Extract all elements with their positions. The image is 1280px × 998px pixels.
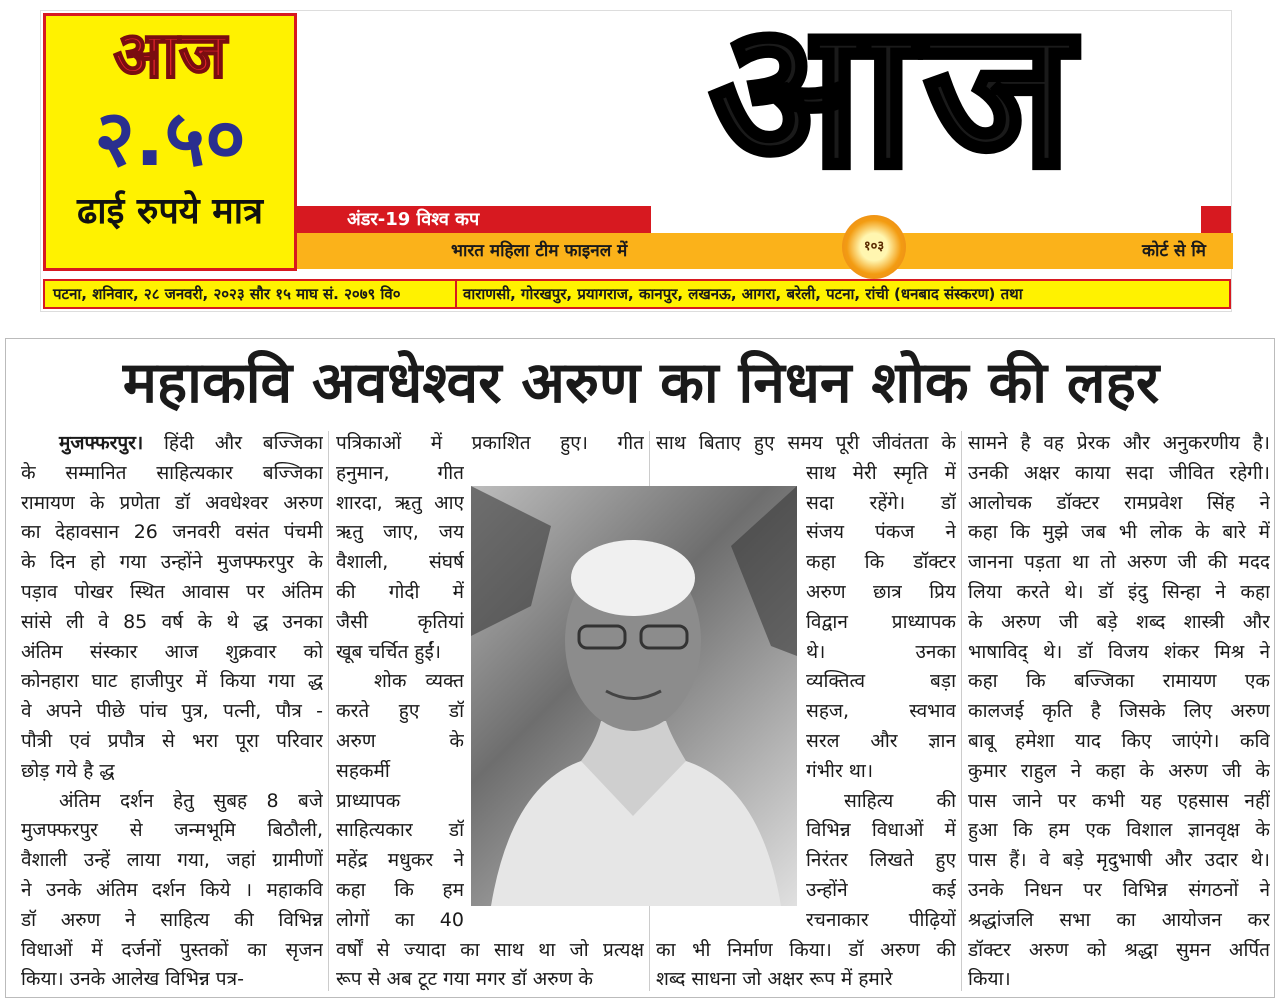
article-text-line: उनके निधन पर विभिन्न संगठनों ने — [968, 878, 1270, 901]
article-text-line: ऋतु जाए, जय — [336, 521, 464, 544]
article-text-line: ने उनके अंतिम दर्शन किये । महाकवि — [21, 878, 323, 901]
article-text-line: के अरुण जी बड़े शब्द शास्त्री और — [968, 610, 1270, 633]
article-text-line: विभिन्न विधाओं में — [806, 819, 956, 842]
article-text-line: विद्वान प्राध्यापक — [806, 610, 956, 633]
article-text-line: संजय पंकज ने — [806, 521, 956, 544]
article-text-line: किया। — [968, 968, 1011, 991]
anniversary-badge-icon: १०३ — [842, 215, 906, 279]
article-text-line: वर्षों से ज्यादा का साथ था जो प्रत्यक्ष — [336, 938, 644, 961]
article-text-line: सहज, स्वभाव — [806, 700, 956, 723]
article-text-line: उनकी अक्षर काया सदा जीवित रहेगी। — [968, 461, 1270, 484]
article-text-line: अरुण छात्र प्रिय — [806, 580, 956, 603]
article-text-line: अंतिम दर्शन हेतु सुबह 8 बजे — [59, 789, 323, 812]
article-text-line: प्राध्यापक — [336, 789, 401, 812]
article-text-line: करते हुए डॉ — [336, 700, 464, 723]
article-text-line: वे अपने पीछे पांच पुत्र, पत्नी, पौत्र - — [21, 700, 323, 723]
article-text-line: के दिन हो गया उन्होंने मुजफ्फरपुर के — [21, 551, 323, 574]
article-text-line: वैशाली उन्हें लाया गया, जहां ग्रामीणों — [21, 849, 323, 872]
article-text-line: जानना पड़ता था तो अरुण जी की मदद — [968, 551, 1270, 574]
article-text-line: व्यक्तित्व बड़ा — [806, 670, 956, 693]
article-text-line: मुजफ्फरपुर से जन्मभूमि बिठौली, — [21, 819, 323, 842]
article-text-line: का देहावसान 26 जनवरी वसंत पंचमी — [21, 521, 323, 544]
article-text-line: साथ मेरी स्मृति में — [806, 461, 956, 484]
article-text-line: वैशाली, संघर्ष — [336, 551, 464, 574]
article-text-line: पड़ाव पोखर स्थित आवास पर अंतिम — [21, 580, 323, 603]
article-text-line: की गोदी में — [336, 580, 464, 603]
article-text-line: शब्द साधना जो अक्षर रूप में हमारे — [656, 968, 893, 991]
article-text-line: गंभीर था। — [806, 759, 874, 782]
column-divider — [961, 431, 962, 991]
article-text-line: थे। उनका — [806, 640, 956, 663]
article-text-line: श्रद्धांजलि सभा का आयोजन कर — [968, 908, 1270, 931]
article-text-line: कहा कि मुझे जब भी लोक के बारे में — [968, 521, 1270, 544]
article-column-4 — [968, 429, 1270, 995]
article-text-line: हनुमान, गीत — [336, 461, 464, 484]
price-words: ढाई रुपये मात्र — [77, 191, 263, 232]
news-article — [5, 338, 1275, 998]
article-text-line: का भी निर्माण किया। डॉ अरुण की — [656, 938, 956, 961]
price: २.५० — [94, 94, 246, 184]
article-text-line: भाषाविद् थे। डॉ विजय शंकर मिश्र ने — [968, 640, 1270, 663]
article-text-line: रचनाकार पीढ़ियों — [806, 908, 956, 931]
dateline-place: मुजफ्फरपुर। — [59, 432, 144, 454]
article-text-line: पत्रिकाओं में प्रकाशित हुए। गीत — [336, 432, 644, 454]
article-text-line: शोक व्यक्त — [374, 670, 464, 693]
article-text-line: हुआ कि हम एक विशाल ज्ञानवृक्ष के — [968, 819, 1270, 842]
article-text-line: बाबू हमेशा याद किए जाएंगे। कवि — [968, 729, 1270, 752]
price-box-logo: आज — [113, 19, 227, 93]
article-text-line: रूप से अब टूट गया मगर डॉ अरुण के — [336, 968, 593, 991]
banner-headline-right: कोर्ट से मि — [1142, 241, 1206, 261]
article-text-line: पास जाने पर कभी यह एहसास नहीं — [968, 789, 1270, 812]
article-text-line: डॉक्टर अरुण को श्रद्धा सुमन अर्पित — [968, 938, 1270, 961]
price-box — [43, 13, 297, 271]
article-text-line: के सम्मानित साहित्यकार बज्जिका — [21, 461, 323, 484]
article-text-line: साथ बिताए हुए समय पूरी जीवंतता के — [656, 432, 956, 454]
article-text-line: सांसे ली वे 85 वर्ष के थे द्ध उनका — [21, 610, 323, 633]
article-text-line: सदा रहेंगे। डॉ — [806, 491, 956, 514]
article-text-line: खूब चर्चित हुईं। — [336, 640, 441, 663]
article-text-line: कुमार राहुल ने कहा के अरुण जी के — [968, 759, 1270, 782]
article-text-line: आलोचक डॉक्टर रामप्रवेश सिंह ने — [968, 491, 1270, 514]
editions-list: वाराणसी, गोरखपुर, प्रयागराज, कानपुर, लखनऊ, आगरा, बरेली, पटना, रांची (धनबाद संस्करण) तथा — [463, 285, 1023, 303]
article-text: हिंदी और बज्जिका — [163, 432, 323, 454]
banner-headline-left: भारत महिला टीम फाइनल में — [451, 241, 628, 261]
dateline-strip — [43, 279, 1231, 309]
article-text-line: साहित्य की — [844, 789, 956, 812]
article-text-line: विधाओं में दर्जनों पुस्तकों का सृजन — [21, 938, 323, 961]
article-text-line: छोड़ गये है द्ध — [21, 759, 115, 782]
article-text-line: डॉ अरुण ने साहित्य की विभिन्न — [21, 908, 323, 931]
article-headline: महाकवि अवधेश्वर अरुण का निधन शोक की लहर — [122, 350, 1160, 416]
article-text-line: उन्होंने कई — [806, 878, 956, 901]
article-text-line: शारदा, ऋतु आए — [336, 491, 464, 514]
article-text-line: अंतिम संस्कार आज शुक्रवार को — [21, 640, 323, 663]
article-text-line: अरुण के — [336, 729, 464, 752]
article-text-line: कोनहारा घाट हाजीपुर में किया गया द्ध — [21, 670, 323, 693]
article-text-line: कहा कि हम — [336, 878, 464, 901]
article-text-line: कहा कि डॉक्टर — [806, 551, 956, 574]
article-text-line: लिया करते थे। डॉ इंदु सिन्हा ने कहा — [968, 580, 1270, 603]
article-text-line: लोगों का 40 — [336, 908, 464, 931]
red-banner-edge — [1201, 206, 1231, 233]
article-text-line: साहित्यकार डॉ — [336, 819, 464, 842]
article-text-line: पौत्री एवं प्रपौत्र से भरा पूरा परिवार — [21, 729, 323, 752]
article-text-line: जैसी कृतियां — [336, 610, 464, 633]
article-text-line: कहा कि बज्जिका रामायण एक — [968, 670, 1270, 693]
newspaper-logo: आज — [709, 0, 1083, 212]
article-column-1 — [21, 429, 323, 995]
red-banner: अंडर-19 विश्व कप — [297, 206, 651, 233]
article-text-line: सरल और ज्ञान — [806, 729, 956, 752]
article-text-line: महेंद्र मधुकर ने — [336, 849, 464, 872]
article-text-line: निरंतर लिखते हुए — [806, 849, 956, 872]
article-text-line: सहकर्मी — [336, 759, 390, 782]
column-divider — [328, 431, 329, 991]
article-text-line: सामने है वह प्रेरक और अनुकरणीय है। — [968, 432, 1270, 454]
article-text-line: पास हैं। वे बड़े मृदुभाषी और उदार थे। — [968, 849, 1270, 872]
article-text-line: रामायण के प्रणेता डॉ अवधेश्वर अरुण — [21, 491, 323, 514]
article-text-line: किया। उनके आलेख विभिन्न पत्र- — [21, 968, 244, 991]
issue-date: पटना, शनिवार, २८ जनवरी, २०२३ सौर १५ माघ सं. २०७९ वि० — [49, 281, 457, 307]
article-text-line — [21, 429, 323, 459]
orange-banner — [297, 233, 1233, 269]
masthead — [40, 0, 1232, 312]
article-text-line: कालजई कृति है जिसके लिए अरुण — [968, 700, 1270, 723]
portrait-photo — [471, 486, 797, 906]
